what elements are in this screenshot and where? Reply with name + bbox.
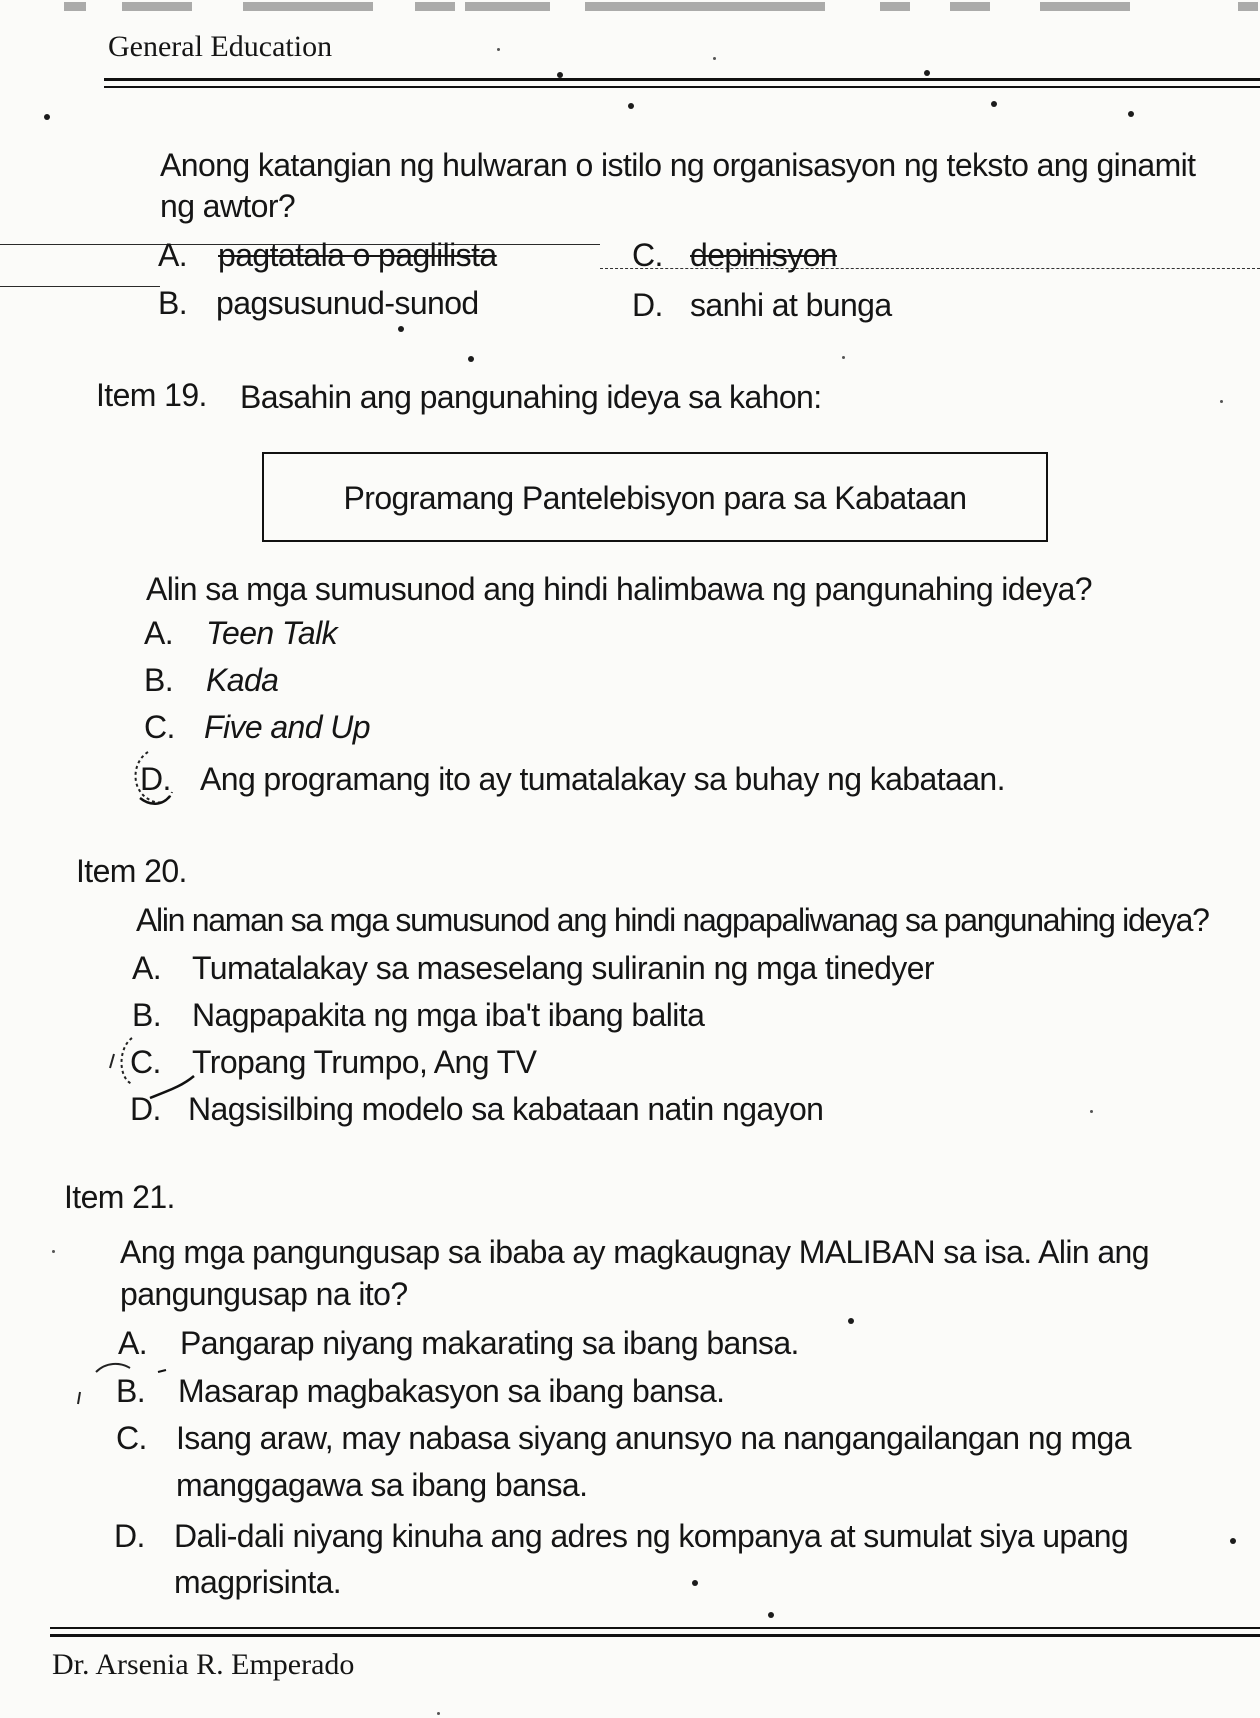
item21-option-c-letter: C. xyxy=(116,1420,147,1456)
scan-speckle xyxy=(628,103,634,109)
item21-option-b-text: Masarap magbakasyon sa ibang bansa. xyxy=(178,1373,725,1409)
scan-speckle xyxy=(692,1580,698,1586)
item18-option-c-letter: C. xyxy=(632,237,663,273)
item19-question: Alin sa mga sumusunod ang hindi halimbawa ng pangunahing ideya? xyxy=(146,571,1092,607)
item21-option-d-text-line1: Dali-dali niyang kinuha ang adres ng kompanya at sumulat siya upang xyxy=(174,1518,1129,1554)
scan-speckle xyxy=(1128,111,1134,117)
item19-option-b-letter: B. xyxy=(144,662,174,698)
item21-option-d-letter: D. xyxy=(114,1518,145,1554)
item19-instruction: Basahin ang pangunahing ideya sa kahon: xyxy=(240,379,822,415)
scan-speckle xyxy=(924,70,930,76)
scan-speckle xyxy=(848,1318,854,1324)
item18-option-b-text: pagsusunud-sunod xyxy=(216,285,479,321)
item18-option-a-letter: A. xyxy=(158,237,188,273)
pen-mark-circle xyxy=(96,1364,130,1372)
item19-option-c-letter: C. xyxy=(144,709,175,745)
scan-speckle xyxy=(1090,1110,1093,1113)
item18-option-a-text: pagtatala o paglilista xyxy=(218,237,497,273)
scan-speckle xyxy=(398,326,404,332)
item19-label: Item 19. xyxy=(96,377,207,413)
item21-option-b-letter: B. xyxy=(116,1373,146,1409)
item20-option-d-letter: D. xyxy=(130,1091,161,1127)
scan-speckle xyxy=(497,48,500,51)
item19-option-b-text: Kada xyxy=(206,662,279,698)
item18-stem-line1: Anong katangian ng hulwaran o istilo ng organisasyon ng teksto ang ginamit xyxy=(160,147,1196,183)
item19-option-a-letter: A. xyxy=(144,615,174,651)
pen-mark-tick xyxy=(158,1370,166,1372)
item18-option-c-text: depinisyon xyxy=(690,237,838,273)
item21-question-line1: Ang mga pangungusap sa ibaba ay magkaugnay MALIBAN sa isa. Alin ang xyxy=(120,1234,1149,1270)
item21-option-c-text-line2: manggagawa sa ibang bansa. xyxy=(176,1467,588,1503)
item21-label: Item 21. xyxy=(64,1179,175,1215)
footer-author: Dr. Arsenia R. Emperado xyxy=(52,1648,355,1681)
pen-mark-circle xyxy=(122,1038,133,1084)
pen-mark-bracket xyxy=(78,1392,80,1404)
main-idea-box-text: Programang Pantelebisyon para sa Kabataan xyxy=(343,480,967,516)
scan-speckle xyxy=(52,1250,55,1253)
pen-mark-tick xyxy=(140,796,170,804)
scan-speckle xyxy=(713,57,716,60)
item18-stem-line2: ng awtor? xyxy=(160,188,296,224)
item18-option-d-text: sanhi at bunga xyxy=(690,287,892,323)
item21-question-line2: pangungusap na ito? xyxy=(120,1276,408,1312)
item19-option-c-text: Five and Up xyxy=(204,709,370,745)
pen-mark-tick xyxy=(150,1076,194,1098)
item19-option-d-letter: D. xyxy=(140,761,171,797)
scan-speckle xyxy=(1230,1538,1236,1544)
item18-option-d-letter: D. xyxy=(632,287,663,323)
pen-mark-bracket xyxy=(110,1054,114,1068)
page-header-title: General Education xyxy=(108,30,333,63)
item20-label: Item 20. xyxy=(76,853,187,889)
scan-speckle xyxy=(44,114,50,120)
item20-option-c-text: Tropang Trumpo, Ang TV xyxy=(192,1044,537,1080)
scan-speckle xyxy=(437,1712,440,1715)
item20-option-b-letter: B. xyxy=(132,997,162,1033)
item21-option-c-text-line1: Isang araw, may nabasa siyang anunsyo na nangangailangan ng mga xyxy=(176,1420,1131,1456)
scan-speckle xyxy=(557,72,563,78)
item20-option-c-letter: C. xyxy=(130,1044,161,1080)
item21-option-a-text: Pangarap niyang makarating sa ibang bansa. xyxy=(180,1325,799,1361)
item21-option-d-text-line2: magprisinta. xyxy=(174,1564,342,1600)
item20-option-a-letter: A. xyxy=(132,950,162,986)
scan-speckle xyxy=(991,101,997,107)
item20-question: Alin naman sa mga sumusunod ang hindi nagpapaliwanag sa pangunahing ideya? xyxy=(136,902,1209,938)
item20-option-a-text: Tumatalakay sa maseselang suliranin ng mga tinedyer xyxy=(192,950,934,986)
item18-option-b-letter: B. xyxy=(158,285,188,321)
item20-option-b-text: Nagpapakita ng mga iba't ibang balita xyxy=(192,997,705,1033)
item20-option-d-text: Nagsisilbing modelo sa kabataan natin ngayon xyxy=(188,1091,824,1127)
pen-mark-circle xyxy=(136,752,173,802)
scan-speckle xyxy=(1220,400,1223,403)
scan-speckle xyxy=(768,1612,774,1618)
item21-option-a-letter: A. xyxy=(118,1325,148,1361)
item19-option-a-text: Teen Talk xyxy=(206,615,338,651)
scan-speckle xyxy=(468,356,474,362)
scan-speckle xyxy=(842,356,845,359)
item19-option-d-text: Ang programang ito ay tumatalakay sa buhay ng kabataan. xyxy=(200,761,1005,797)
